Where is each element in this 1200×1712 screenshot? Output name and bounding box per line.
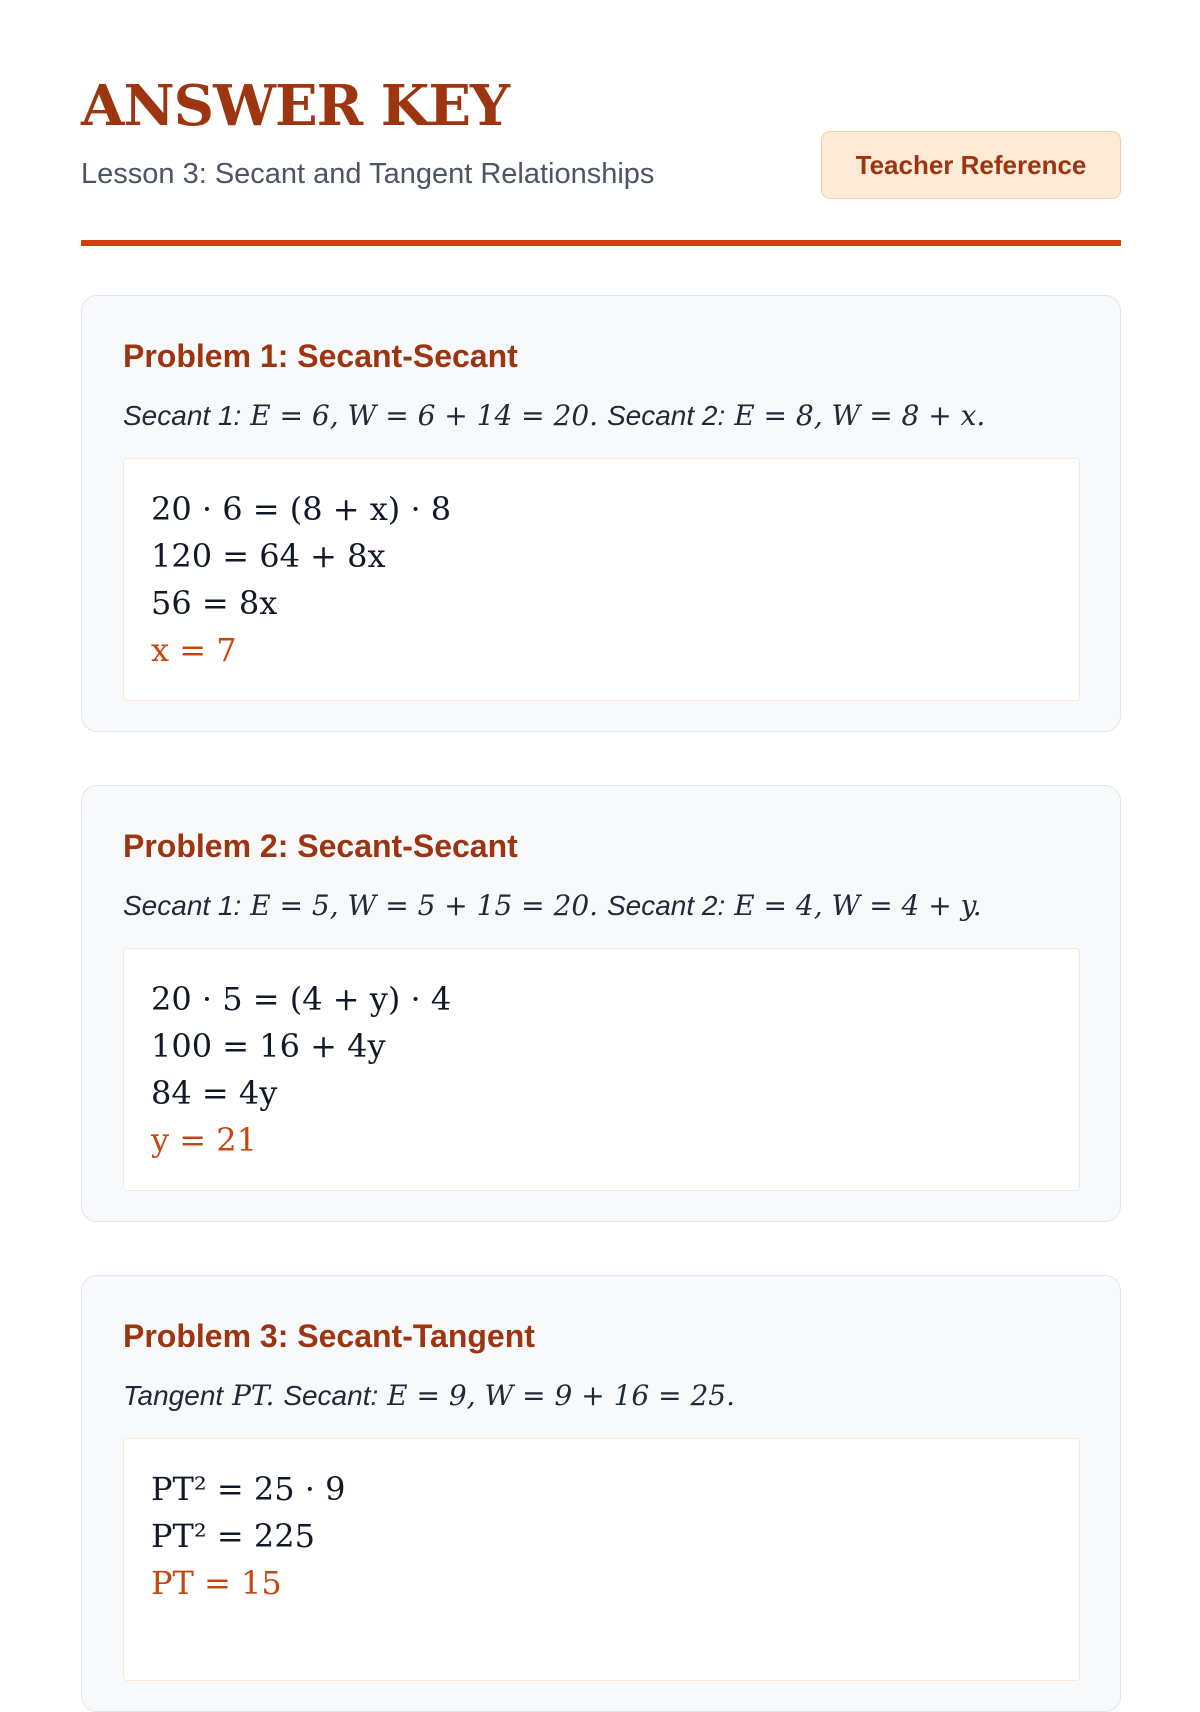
solution-box	[123, 948, 1080, 1191]
problem-card-1	[81, 295, 1121, 732]
solution-step: 56 = 8x	[151, 584, 278, 622]
problem-title: Problem 3: Secant-Tangent	[123, 1318, 535, 1354]
solution-box	[123, 1438, 1080, 1681]
final-answer: y = 21	[151, 1121, 257, 1159]
solution-step: 120 = 64 + 8x	[151, 537, 386, 575]
solution-step: 20 · 6 = (8 + x) · 8	[151, 490, 452, 528]
teacher-reference-badge: Teacher Reference	[821, 131, 1121, 199]
solution-step: PT² = 225	[151, 1517, 315, 1555]
final-answer: PT = 15	[151, 1564, 282, 1602]
given-label: Tangent	[123, 1380, 224, 1411]
page-title: ANSWER KEY	[81, 73, 510, 139]
given-expression: E = 6, W = 6 + 14 = 20.	[250, 399, 599, 432]
problem-title: Problem 1: Secant-Secant	[123, 338, 518, 374]
given-label: Secant 1:	[123, 400, 242, 431]
answer-key-page	[81, 0, 1121, 1602]
given-label: Secant:	[283, 1380, 379, 1411]
page-header	[81, 0, 1121, 248]
given-label: Secant 2:	[606, 890, 726, 921]
given-expression: E = 8, W = 8 + x.	[734, 399, 986, 432]
given-expression: E = 9, W = 9 + 16 = 25.	[387, 1379, 736, 1412]
solution-box	[123, 458, 1080, 701]
solution-step: PT² = 25 · 9	[151, 1470, 346, 1508]
problem-givens	[123, 399, 986, 432]
problem-card-2	[81, 785, 1121, 1222]
solution-step: 84 = 4y	[151, 1074, 278, 1112]
solution-step: 100 = 16 + 4y	[151, 1027, 386, 1065]
given-expression: E = 5, W = 5 + 15 = 20.	[250, 889, 599, 922]
problem-card-3	[81, 1275, 1121, 1712]
lesson-subtitle: Lesson 3: Secant and Tangent Relationships	[81, 158, 655, 190]
problem-givens	[123, 889, 982, 922]
header-divider	[81, 240, 1121, 246]
final-answer: x = 7	[151, 631, 237, 669]
given-expression: E = 4, W = 4 + y.	[734, 889, 982, 922]
given-expression: PT.	[232, 1379, 275, 1412]
solution-step: 20 · 5 = (4 + y) · 4	[151, 980, 452, 1018]
given-label: Secant 1:	[123, 890, 242, 921]
problem-title: Problem 2: Secant-Secant	[123, 828, 518, 864]
given-label: Secant 2:	[606, 400, 726, 431]
problem-givens	[123, 1379, 736, 1412]
